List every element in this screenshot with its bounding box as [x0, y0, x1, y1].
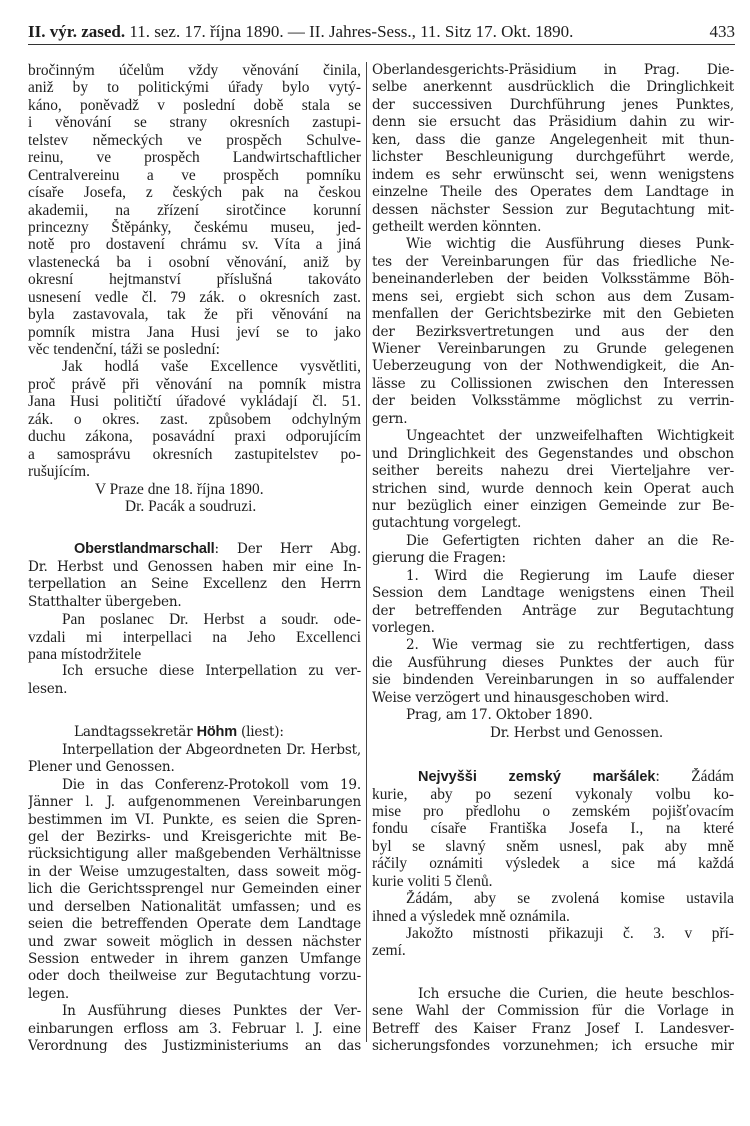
- text-line: Žádám, aby se zvolená komise ustavila: [406, 890, 734, 908]
- text-line: císaře Josefa, z českých pak na českou: [28, 184, 361, 202]
- text-line: kurie, aby po sezení vykonaly volbu ko-: [372, 785, 734, 803]
- text-line: Ich ersuche diese Interpellation zu ver-: [62, 663, 361, 680]
- paragraph-block: [28, 611, 361, 663]
- text-line: usnesení vedle čl. 79 zák. o okresních zast.: [28, 288, 361, 306]
- text-line: V Praze dne 18. října 1890.: [95, 480, 264, 498]
- text-line: Die Gefertigten richten daher an die Re-: [406, 532, 734, 549]
- paragraph-block: [372, 890, 734, 925]
- text-line: Wiener Vereinbarungen zu Grunde gelegenen: [372, 341, 734, 357]
- text-line: akademii, na zřízení sirotčince korunní: [28, 201, 361, 219]
- text-line: Dr. Pacák a soudruzi.: [125, 497, 257, 515]
- text-line: einzelne Theile des Operates dem Landtage in: [372, 184, 734, 201]
- text-segment: : Žádám: [655, 768, 734, 786]
- column-divider: [366, 62, 367, 1042]
- text-line: legen.: [28, 985, 70, 1002]
- text-line: Pan poslanec Dr. Herbst a soudr. ode-: [62, 611, 361, 629]
- text-line: getheilt werden könnten.: [372, 218, 542, 235]
- text-line: seien die betreffenden Operate dem Landtage: [28, 916, 361, 933]
- text-line: i věnování se strany okresních zastupi-: [28, 114, 361, 132]
- text-segment: : Der Herr Abg.: [214, 541, 361, 558]
- text-line: pomník mistra Jana Husi jeví se to jako: [28, 323, 361, 341]
- text-line: duchu zákona, posavádní praxi odporujícím: [28, 428, 361, 446]
- text-line: Jana Husi političtí úřadové vykládají čl. 51.: [28, 393, 361, 411]
- text-line: Session entweder in ihrem ganzen Umfange: [28, 951, 361, 967]
- continuation-block: [28, 62, 361, 358]
- paragraph-block: [372, 637, 734, 707]
- page-header: [28, 18, 735, 45]
- text-line: Jänner l. J. aufgenommenen Vereinbarungen: [28, 794, 361, 811]
- text-line: und zwar soweit möglich in dessen nächster: [28, 933, 361, 950]
- text-line: sie bindenden Vereinbarungen in so auffalender: [372, 672, 734, 689]
- text-line: mens sei, ergiebt sich schon aus dem Zusam-: [372, 288, 734, 305]
- signature-block: [28, 498, 361, 515]
- speech-block: [372, 768, 734, 890]
- text-line: sicherungsfondes vorzunehmen; ich ersuche mir: [372, 1038, 734, 1055]
- text-line: der Bezirksvertretungen und aus der den: [372, 323, 734, 340]
- speech-block: [28, 724, 361, 741]
- right-column: [372, 62, 734, 1056]
- text-line: a samosprávu okresních zastupitelstev po-: [28, 445, 361, 463]
- text-line: ihned a výsledek mně oznámila.: [372, 907, 570, 925]
- text-line: gel der Bezirks- und Kreisgerichte mit Be-: [28, 828, 361, 845]
- text-line: vlastenecká ba i osobní věnování, aniž by: [28, 253, 361, 271]
- running-title: [28, 22, 573, 42]
- text-line: menfallen der Gerichtsbezirke mit den Gebieten: [372, 306, 734, 323]
- text-line: und Dringlichkeit des Gegenstandes und obschon: [372, 445, 734, 462]
- text-line: gutachtung vorgelegt.: [372, 515, 522, 532]
- text-line: Ueberzeugung von der Nothwendigkeit, die An-: [372, 358, 734, 375]
- text-line: vorlegen.: [372, 620, 435, 636]
- text-line: aniž by to politickými úřady bylo vytý-: [28, 79, 361, 97]
- text-line: Verordnung des Justizministeriums an das: [28, 1038, 361, 1055]
- text-line: lichster Beschleunigung durchgeführt werde,: [372, 149, 734, 166]
- text-line: 1. Wird die Regierung im Laufe dieser: [406, 567, 734, 584]
- text-line: telstev německých ve prospěch Schulve-: [28, 131, 361, 149]
- text-line: terpellation an Seine Excellenz den Herrn: [28, 576, 361, 593]
- text-segment: Landtagssekretär: [74, 724, 197, 741]
- text-line: zemí.: [372, 942, 406, 960]
- text-line: und derselben Nationalität umfassen; und es: [28, 898, 361, 915]
- text-line: notě pro dostavení chrámu sv. Víta a jiná: [28, 236, 361, 254]
- text-line: Oberlandesgerichts-Präsidium in Prag. Die-: [372, 62, 734, 78]
- text-line: Interpellation der Abgeordneten Dr. Herbst,: [62, 741, 361, 758]
- text-line: seither bereits nahezu drei Vierteljahre ver-: [372, 463, 734, 480]
- paragraph-block: [372, 428, 734, 533]
- session-date: 11. sez. 17. října 1890. — II. Jahres-Sess., 11. Sitz 17. Okt. 1890.: [129, 22, 574, 41]
- text-line: bročinným účelům vždy věnování činila,: [28, 62, 361, 79]
- text-line: Ungeachtet der unzweifelhaften Wichtigkeit: [406, 428, 734, 445]
- text-line: mise pro předlohu o zemském pojišťovacím: [372, 802, 734, 820]
- text-line: Betreff des Kaiser Franz Josef I. Landesver-: [372, 1020, 734, 1037]
- text-line: 2. Wie vermag sie zu rechtfertigen, dass: [406, 637, 734, 654]
- text-line: Prag, am 17. Oktober 1890.: [406, 707, 593, 724]
- text-line: Wie wichtig die Ausführung dieses Punk-: [406, 236, 734, 253]
- text-line: oder doch theilweise zur Begutachtung vorzu-: [28, 968, 361, 985]
- text-line: [372, 768, 734, 785]
- paragraph-block: [28, 1003, 361, 1055]
- text-line: der successiven Durchführung jenes Punktes,: [372, 96, 734, 113]
- text-line: indem es sehr erwünscht sei, wenn wenigstens: [372, 166, 734, 183]
- paragraph-block: [28, 742, 361, 777]
- text-line: okresní hejtmanství příslušná takováto: [28, 271, 361, 289]
- speaker-name: Nejvyšši zemský maršálek: [418, 769, 656, 786]
- paragraph-block: [372, 925, 734, 960]
- text-line: bestimmen im VI. Punkte, es seien die Spren-: [28, 811, 361, 828]
- speaker-name: Oberstlandmarschall: [74, 541, 215, 558]
- text-line: reinu, ve prospěch Landwirtschaftlicher: [28, 149, 361, 167]
- text-line: die Ausführung dieses Punktes der auch für: [372, 654, 734, 671]
- speaker-name: Höhm: [196, 724, 237, 741]
- text-line: einbarungen erfloss am 3. Februar l. J. eine: [28, 1020, 361, 1037]
- text-line: strichen sind, wurde dennoch kein Operat auch: [372, 480, 734, 497]
- text-line: denn sie ersucht das Präsidium dahin zu wir-: [372, 114, 734, 131]
- text-line: der beiden Volksstämme möglichst zu verrin-: [372, 393, 734, 410]
- text-segment: (liest):: [236, 724, 284, 741]
- place-date-block: [28, 481, 361, 498]
- text-line: byla zastavovala, tak že při věnování na: [28, 306, 361, 324]
- text-line: Die in das Conferenz-Protokoll vom 19.: [62, 776, 361, 793]
- text-line: lesen.: [28, 680, 68, 697]
- text-line: tes der Vereinbarungen für das friedliche Ne-: [372, 253, 734, 270]
- text-line: Weise verzögert und hinausgeschoben wird.: [372, 689, 669, 706]
- text-line: selbe anerkennt ausdrücklich die Dringlichkeit: [372, 79, 734, 96]
- text-line: princezny Štěpánky, českému museu, jed-: [28, 218, 361, 236]
- continuation-block: [372, 62, 734, 236]
- text-line: Session dem Landtage wenigstens einen Theil: [372, 585, 734, 602]
- text-line: rücksichtigung aller maßgebenden Verhältnisse: [28, 846, 361, 863]
- text-line: ken, dass die ganze Angelegenheit mit thun-: [372, 131, 734, 148]
- text-line: Jakožto místnosti přikazuji č. 3. v pří-: [406, 925, 734, 942]
- text-line: Centralvereinu a ve prospěch pomníku: [28, 166, 361, 184]
- signature-block: [372, 725, 734, 742]
- text-line: lässe zu Collissionen zwischen den Interessen: [372, 375, 734, 392]
- text-line: fondu císaře Františka Josefa I., na které: [372, 820, 734, 838]
- text-line: byl se slavný sněm usnesl, pak aby mně: [372, 837, 734, 855]
- session-label: II. výr. zased.: [28, 22, 126, 41]
- text-line: pana místodržitele: [28, 646, 142, 663]
- paragraph-block: [28, 358, 361, 480]
- text-line: [28, 541, 361, 558]
- text-line: Statthalter übergeben.: [28, 593, 182, 610]
- text-line: beneinanderleben der beiden Volksstämme Böh-: [372, 271, 734, 288]
- speech-block: [28, 541, 361, 611]
- text-line: lich die Gerichtssprengel nur Gemeinden einer: [28, 881, 361, 898]
- left-column: [28, 62, 361, 1056]
- text-line: der betreffenden Anträge zur Begutachtung: [372, 602, 734, 619]
- text-line: gierung die Fragen:: [372, 550, 506, 567]
- page-number: 433: [709, 22, 735, 41]
- text-line: Jak hodlá vaše Excellence vysvětliti,: [62, 358, 361, 376]
- text-line: káno, poněvadž v poslední době stala se: [28, 96, 361, 114]
- text-line: proč právě při věnování na pomník mistra: [28, 375, 361, 393]
- paragraph-block: [372, 236, 734, 428]
- text-line: Dr. Herbst und Genossen.: [490, 724, 664, 741]
- text-line: rušujícím.: [28, 463, 90, 481]
- paragraph-block: [372, 568, 734, 638]
- speech-block: [372, 986, 734, 1056]
- text-line: in der Weise umzugestalten, dass soweit mög-: [28, 863, 361, 880]
- place-date-block: [372, 707, 734, 724]
- paragraph-block: [28, 663, 361, 698]
- paragraph-block: [372, 533, 734, 568]
- text-line: Plener und Genossen.: [28, 759, 175, 776]
- text-line: věc tendenční, táži se poslední:: [28, 341, 220, 358]
- text-line: Ich ersuche die Curien, die heute beschlos-: [418, 985, 734, 1002]
- text-line: [28, 724, 361, 741]
- text-line: dessen nächster Session zur Begutachtung mit-: [372, 201, 734, 218]
- text-line: In Ausführung dieses Punktes der Ver-: [62, 1003, 361, 1020]
- text-line: kurie voliti 5 členů.: [372, 872, 493, 890]
- paragraph-block: [28, 777, 361, 1004]
- text-line: vzdali mi interpellaci na Jeho Excellenci: [28, 628, 361, 646]
- text-line: Dr. Herbst und Genossen haben mir eine In-: [28, 558, 361, 575]
- text-line: nur bezüglich einer einzigen Gemeinde zur Be-: [372, 497, 734, 514]
- text-line: gern.: [372, 410, 408, 427]
- text-line: sene Wahl der Commission für die Vorlage in: [372, 1003, 734, 1020]
- text-line: zák. o okres. zast. způsobem odchylným: [28, 410, 361, 428]
- text-line: ráčily oznámiti výsledek a sice má každá: [372, 855, 734, 873]
